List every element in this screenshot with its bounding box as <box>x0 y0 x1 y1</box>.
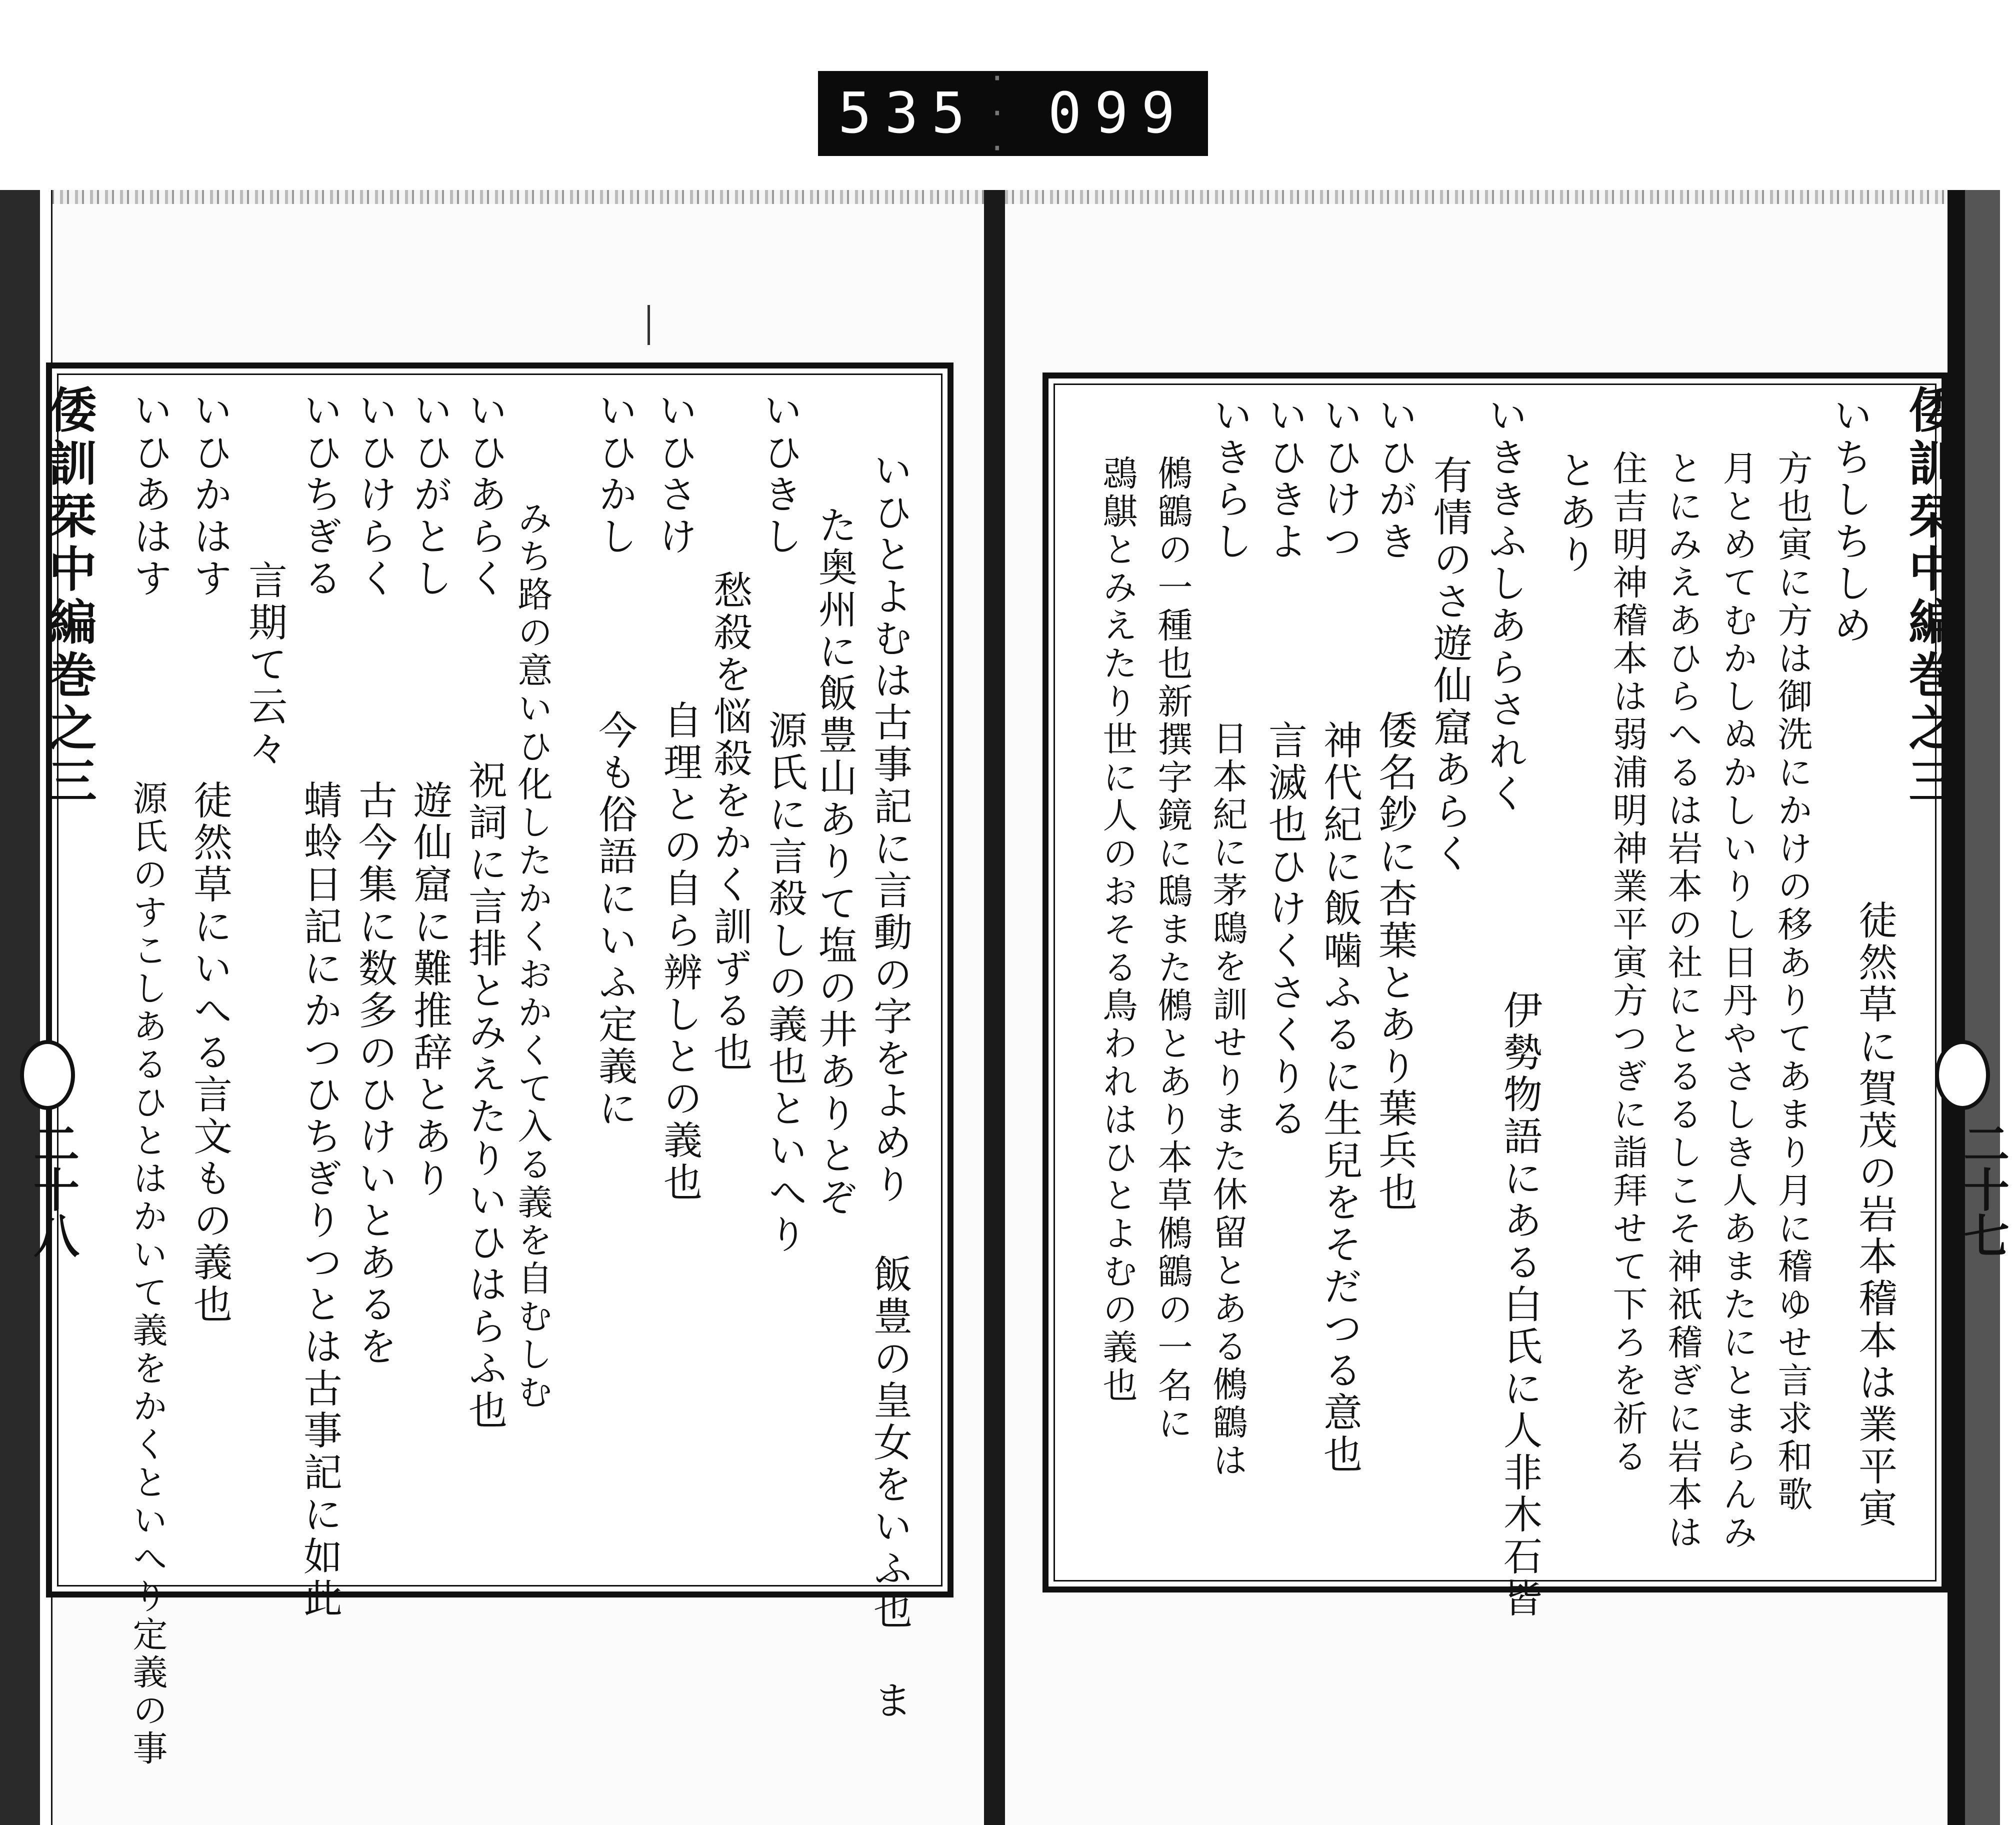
right-col-8: 伊勢物語にある白氏に人非木石皆 <box>1497 990 1542 1620</box>
right-page-edge <box>1965 190 2000 1825</box>
margin-mark <box>648 305 650 345</box>
book-gutter <box>984 190 1005 1825</box>
left-col-1: いひとよむは古事記に言動の字をよめり 飯豊の皇女をいふ也 ま <box>867 450 912 1722</box>
left-headword-1: いひきし <box>757 390 802 558</box>
left-page-number: 二十八 <box>26 1120 80 1258</box>
left-col-3: 源氏に言殺しの義也といへり <box>762 710 807 1256</box>
plate-left-number: 535 <box>838 81 978 146</box>
right-col-4: とにみえあひらへるは岩本の社にとるるしこそ神祇稽ぎに岩本は <box>1662 450 1703 1552</box>
left-col-7: みち路の意いひ化したかくおかくて入る義を自むしむ <box>512 500 553 1412</box>
left-col-14: 源氏のすこしあるひとはかいて義をかくといへり定義の事 <box>127 780 168 1768</box>
left-headword-3: いひかし <box>592 390 637 558</box>
left-col-13: 徒然草にいへる言文もの義也 <box>187 780 232 1326</box>
right-col-9: 有情のさ遊仙窟あらく <box>1427 455 1472 875</box>
left-col-2: た奥州に飯豊山ありて塩の井ありとぞ <box>812 505 857 1219</box>
right-col-12: 言滅也ひけくさくりる <box>1262 720 1307 1140</box>
right-page-title: 倭訓栞中編巻之三 <box>1901 385 1958 809</box>
left-headword-6: いひけらく <box>352 390 397 600</box>
right-col-14: 鵂鶹の一種也新撰字鏡に鴟また鵂とあり本草鵂鶹の一名に <box>1152 455 1193 1443</box>
right-headword-6: いききふしあらされく <box>1482 395 1527 815</box>
left-col-6: 今も俗語にいふ定義に <box>592 710 637 1130</box>
right-col-13: 日本紀に茅鴟を訓せりまた休留とある鵂鶹は <box>1207 720 1248 1480</box>
left-headword-9: いひあはす <box>127 390 172 600</box>
right-col-6: とあり <box>1552 450 1597 576</box>
left-headword-5: いひがとし <box>407 390 452 600</box>
right-page-ring-mark <box>1935 1040 1990 1110</box>
left-headword-4: いひあらく <box>462 390 507 600</box>
right-col-10: 倭名鈔に杏葉とあり葉兵也 <box>1372 710 1417 1214</box>
left-col-10: 古今集に数多のひけいとあるを <box>352 780 397 1368</box>
left-col-4: 愁殺を悩殺をかく訓ずる也 <box>707 570 752 1074</box>
right-page-number: 二十七 <box>1956 1120 2010 1258</box>
left-page-ring-mark <box>20 1040 75 1110</box>
left-book-edge <box>0 190 40 1825</box>
left-col-11: 蜻蛉日記にかつひちぎりつとは古事記に如此 <box>297 780 342 1620</box>
right-col-2: 方也寅に方は御洗にかけの移ありてあまり月に稽ゆせ言求和歌 <box>1772 450 1813 1514</box>
right-headword-3: いひけつ <box>1317 395 1362 563</box>
plate-right-number: 099 <box>1048 81 1188 146</box>
right-col-3: 月とめてむかしぬかしいりし日丹やさしき人あまたにとまらんみ <box>1717 450 1758 1552</box>
left-page-title: 倭訓栞中編巻之三 <box>41 385 98 809</box>
left-headword-2: いひさけ <box>652 390 697 558</box>
plate-separator: · · · <box>988 61 1006 166</box>
left-col-8: 祝詞に言排とみえたりいひはらふ也 <box>462 760 507 1432</box>
right-headword-1: いきらし <box>1207 395 1252 563</box>
left-headword-8: いひかはす <box>187 390 232 600</box>
left-col-5: 自理との自ら辨しとの義也 <box>657 700 702 1204</box>
right-col-15: 鵋鶀とみえたり世に人のおそる鳥われはひとよむの義也 <box>1097 455 1138 1405</box>
film-label-plate <box>818 61 1208 166</box>
right-col-7: 徒然草に賀茂の岩本稽本は業平寅 <box>1852 900 1897 1530</box>
right-col-5: 住吉明神稽本は弱浦明神業平寅方つぎに詣拜せて下ろを祈る <box>1607 450 1648 1476</box>
right-col-11: 神代紀に飯噛ふるに生兒をそだつる意也 <box>1317 720 1362 1476</box>
left-headword-7: いひちぎる <box>297 390 342 600</box>
right-headword-2: いひきよ <box>1262 395 1307 563</box>
left-col-9: 遊仙窟に難推辞とあり <box>407 780 452 1200</box>
right-headword-4: いひがき <box>1372 395 1417 563</box>
right-col-1: いちしちしめ <box>1827 395 1872 647</box>
left-col-12: 言期て云々 <box>242 560 287 770</box>
